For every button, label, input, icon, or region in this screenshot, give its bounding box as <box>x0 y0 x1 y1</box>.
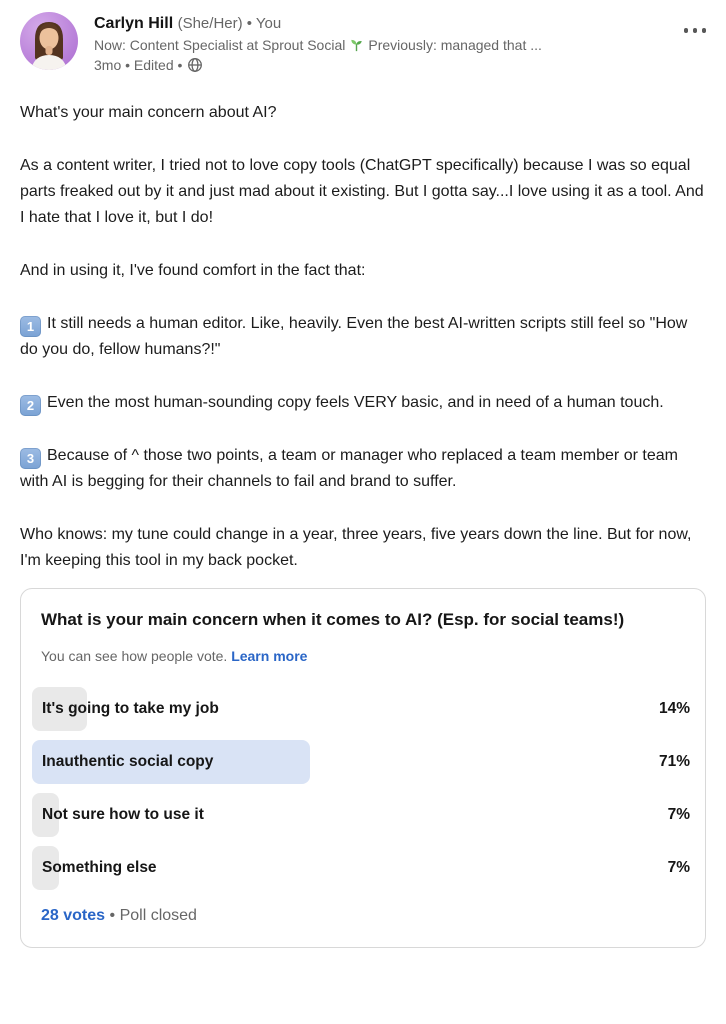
post-meta <box>94 55 706 75</box>
point-text: Because of ^ those two points, a team or manager who replaced a team member or team with AI is begging for their channels to fail and brand to suffer. <box>20 447 678 490</box>
globe-visibility-icon <box>187 57 203 73</box>
paragraph: Who knows: my tune could change in a year, three years, five years down the line. But for now, I'm keeping this tool in my back pocket. <box>20 526 692 569</box>
poll-card <box>20 588 706 948</box>
poll-option-percent: 7% <box>667 859 690 876</box>
keycap-3-icon: 3 <box>20 448 41 469</box>
poll-options <box>32 687 694 890</box>
poll-option-percent: 14% <box>658 700 690 717</box>
footer-separator: • <box>109 907 116 924</box>
point-text: It still needs a human editor. Like, heavily. Even the best AI-written scripts still feel so "How do you do, fellow humans?!" <box>20 315 688 358</box>
author-name[interactable]: Carlyn Hill <box>94 15 174 32</box>
seedling-icon <box>349 38 364 53</box>
poll-footer <box>32 907 694 925</box>
name-line <box>94 13 706 35</box>
avatar-image <box>20 12 78 70</box>
headline-suffix: Previously: managed that ... <box>368 37 542 53</box>
paragraph: What's your main concern about AI? <box>20 104 277 121</box>
numbered-point <box>20 390 706 416</box>
header-text <box>94 12 706 75</box>
poll-option-row <box>32 793 694 837</box>
poll-subtitle <box>32 647 694 665</box>
poll-option-row <box>32 740 694 784</box>
author-headline <box>94 35 706 55</box>
learn-more-link[interactable]: Learn more <box>231 648 308 664</box>
poll-status: Poll closed <box>119 907 197 924</box>
poll-option-label: Not sure how to use it <box>42 806 204 823</box>
paragraph: As a content writer, I tried not to love copy tools (ChatGPT specifically) because I was so equal parts freaked out by it and just mad about it existing. But I gotta say...I love using it as a tool. And I hate that I love it, but I do! <box>20 157 704 226</box>
author-pronouns-and-you: (She/Her) • You <box>177 15 282 32</box>
poll-option-row <box>32 846 694 890</box>
poll-option-row <box>32 687 694 731</box>
paragraph: And in using it, I've found comfort in the fact that: <box>20 262 366 279</box>
numbered-point <box>20 311 706 363</box>
point-text: Even the most human-sounding copy feels VERY basic, and in need of a human touch. <box>47 394 664 411</box>
post-body <box>20 100 706 574</box>
headline-prefix: Now: Content Specialist at Sprout Social <box>94 37 346 53</box>
poll-option-percent: 71% <box>658 753 690 770</box>
poll-question: What is your main concern when it comes to AI? (Esp. for social teams!) <box>41 610 625 629</box>
post-header <box>20 12 706 75</box>
overflow-menu-icon[interactable] <box>678 18 713 43</box>
poll-visibility-note: You can see how people vote. <box>41 648 228 664</box>
numbered-point <box>20 443 706 495</box>
votes-count-link[interactable]: 28 votes <box>41 907 106 924</box>
poll-option-label: It's going to take my job <box>42 700 219 717</box>
poll-option-percent: 7% <box>667 806 690 823</box>
post-age-edited: 3mo • Edited • <box>94 57 183 73</box>
keycap-2-icon: 2 <box>20 395 41 416</box>
avatar[interactable] <box>20 12 78 70</box>
keycap-1-icon: 1 <box>20 316 41 337</box>
poll-option-label: Something else <box>42 859 157 876</box>
poll-option-label: Inauthentic social copy <box>42 753 214 770</box>
